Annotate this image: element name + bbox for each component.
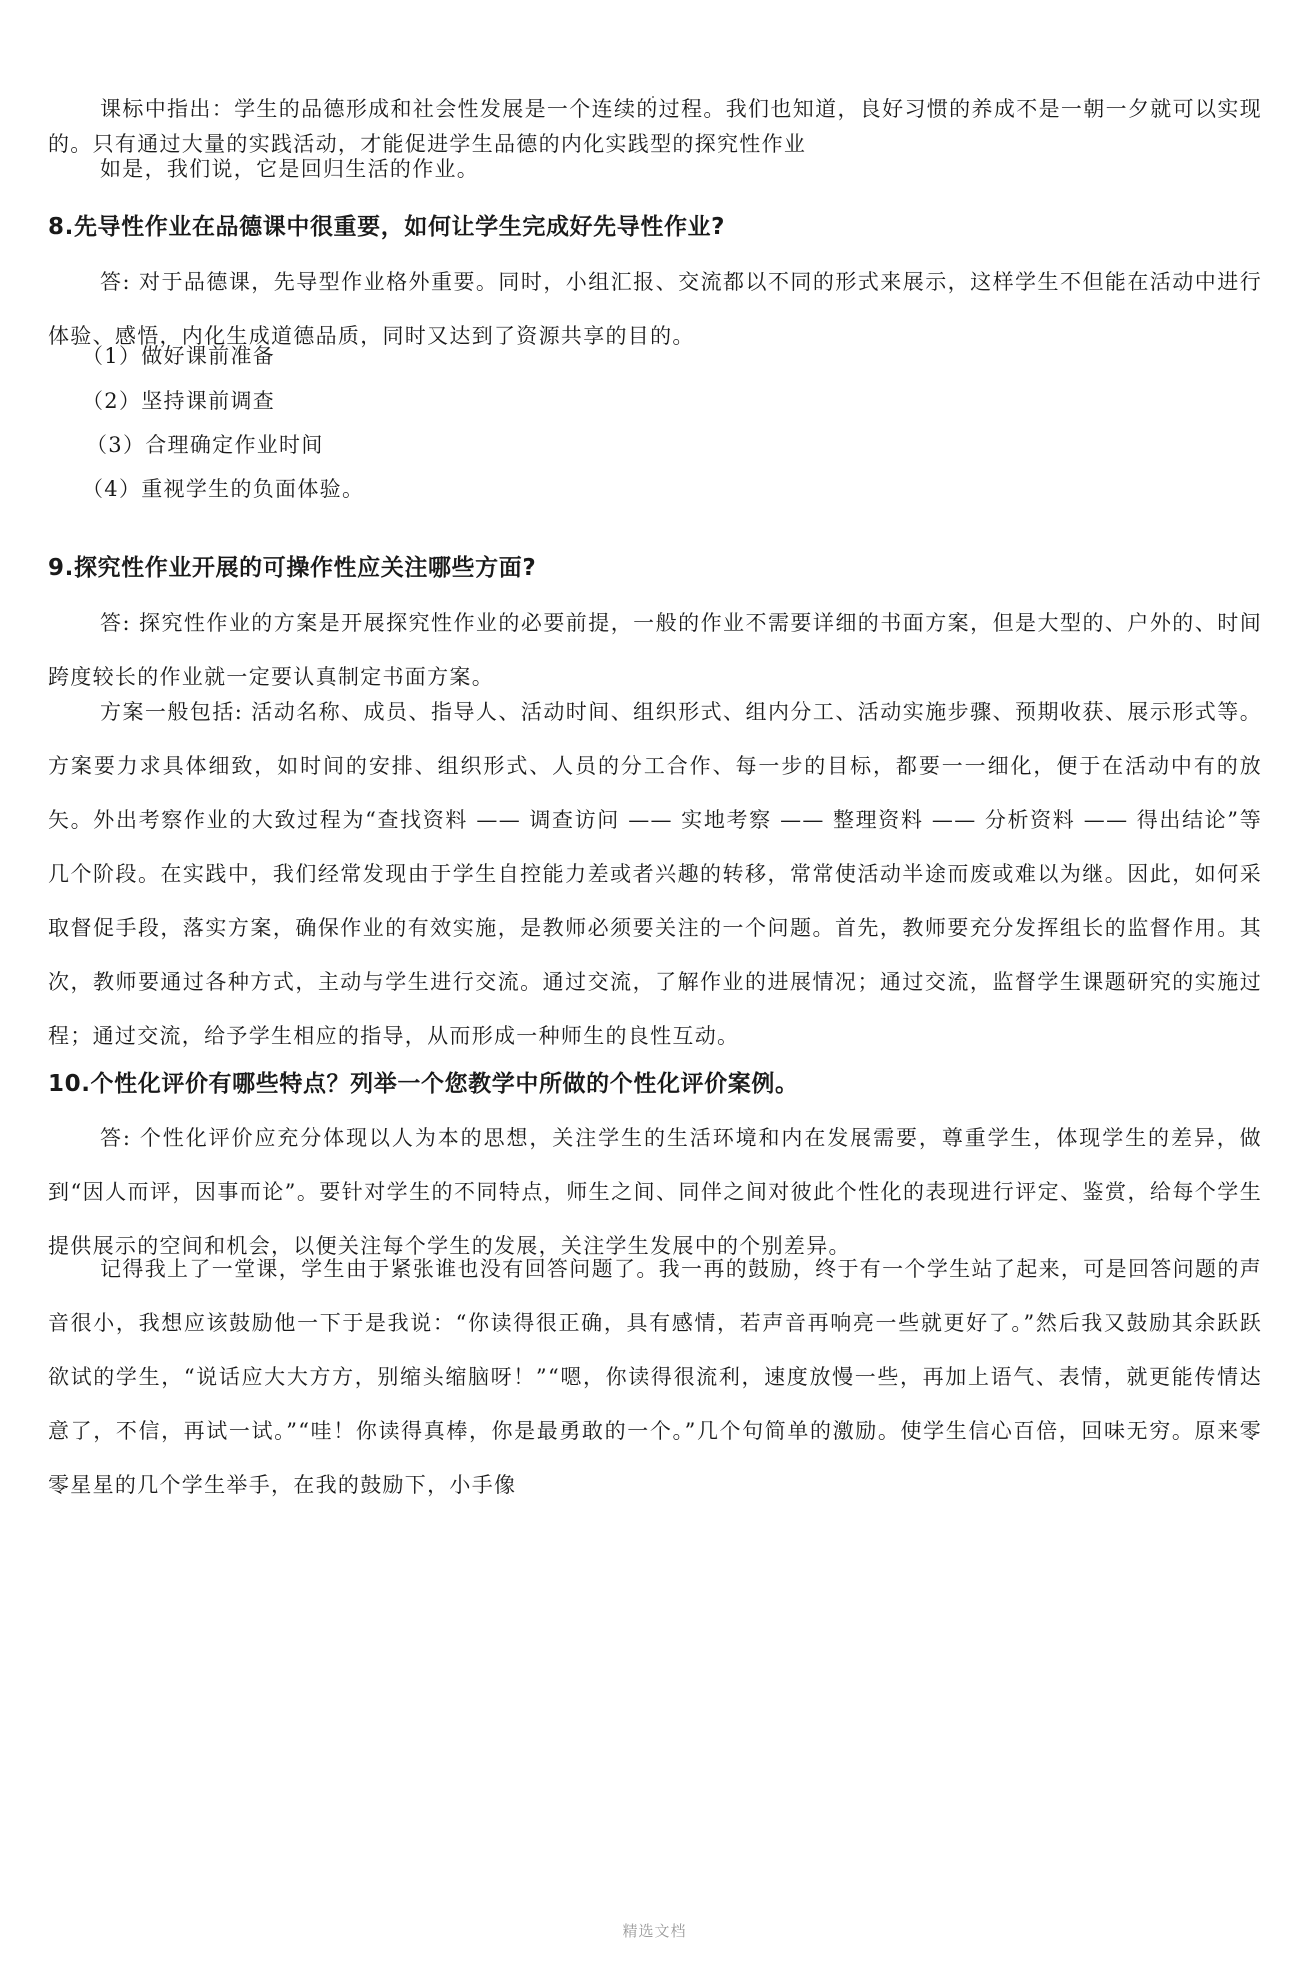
intro-paragraph-1: 课标中指出：学生的品德形成和社会性发展是一个连续的过程。我们也知道，良好习惯的养成不是一朝一夕就可以实现的。只有通过大量的实践活动，才能促进学生品德的内化实践型的探究性作业 <box>48 97 1262 156</box>
question-9-answer-paragraph-2: 方案一般包括: 活动名称、成员、指导人、活动时间、组织形式、组内分工、活动实施步骤、预期收获、展示形式等。方案要力求具体细致，如时间的安排、组织形式、人员的分工合作、每一步的目标，都要一一细化，便于在活动中有的放矢。外出考察作业的大致过程为“查找资料 —— 调查访问 —— 实地考察 —— 整理资料 —— 分析资料 —— 得出结论”等几个阶段。在实践中，我们经常发现由于学生自控能力差或者兴趣的转移，常常使活动半途而废或难以为继。因此，如何采取督促手段，落实方案，确保作业的有效实施，是教师必须要关注的一个问题。首先，教师要充分发挥组长的监督作用。其次，教师要通过各种方式，主动与学生进行交流。通过交流，了解作业的进展情况；通过交流，监督学生课题研究的实施过程；通过交流，给予学生相应的指导，从而形成一种师生的良性互动。 <box>48 700 1262 1048</box>
question-10-answer-paragraph-2: 记得我上了一堂课，学生由于紧张谁也没有回答问题了。我一再的鼓励，终于有一个学生站了起来，可是回答问题的声音很小，我想应该鼓励他一下于是我说：“你读得很正确，具有感情，若声音再响亮一些就更好了。”然后我又鼓励其余跃跃欲试的学生，“说话应大大方方，别缩头缩脑呀！”“嗯，你读得很流利，速度放慢一些，再加上语气、表情，就更能传情达意了，不信，再试一试。”“哇！你读得真棒，你是最勇敢的一个。”几个句简单的激励。使学生信心百倍，回味无穷。原来零零星星的几个学生举手，在我的鼓励下，小手像 <box>48 1257 1262 1497</box>
question-8-title: 8.先导性作业在品德课中很重要，如何让学生完成好先导性作业? <box>48 214 726 240</box>
page-footer: 精选文档 <box>622 1922 687 1940</box>
question-8-answer: 答: 对于品德课，先导型作业格外重要。同时，小组汇报、交流都以不同的形式来展示，这样学生不但能在活动中进行体验、感悟，内化生成道德品质，同时又达到了资源共享的目的。 <box>48 270 1262 348</box>
question-10-answer-paragraph-1: 答: 个性化评价应充分体现以人为本的思想，关注学生的生活环境和内在发展需要，尊重学生，体现学生的差异，做到“因人而评，因事而论”。要针对学生的不同特点，师生之间、同伴之间对彼此个性化的表现进行评定、鉴赏，给每个学生提供展示的空间和机会，以便关注每个学生的发展，关注学生发展中的个别差异。 <box>48 1126 1262 1258</box>
intro-paragraph-2: 如是，我们说，它是回归生活的作业。 <box>100 157 480 181</box>
question-8-item-3: （3）合理确定作业时间 <box>86 433 324 457</box>
question-9-title: 9.探究性作业开展的可操作性应关注哪些方面? <box>48 555 537 581</box>
question-10-title: 10.个性化评价有哪些特点？列举一个您教学中所做的个性化评价案例。 <box>48 1071 799 1097</box>
question-9-answer-paragraph-1: 答: 探究性作业的方案是开展探究性作业的必要前提，一般的作业不需要详细的书面方案，但是大型的、户外的、时间跨度较长的作业就一定要认真制定书面方案。 <box>48 611 1262 689</box>
question-8-item-1: （1）做好课前准备 <box>82 344 276 368</box>
question-8-item-4: （4）重视学生的负面体验。 <box>82 477 365 501</box>
question-8-item-2: （2）坚持课前调查 <box>82 389 276 413</box>
